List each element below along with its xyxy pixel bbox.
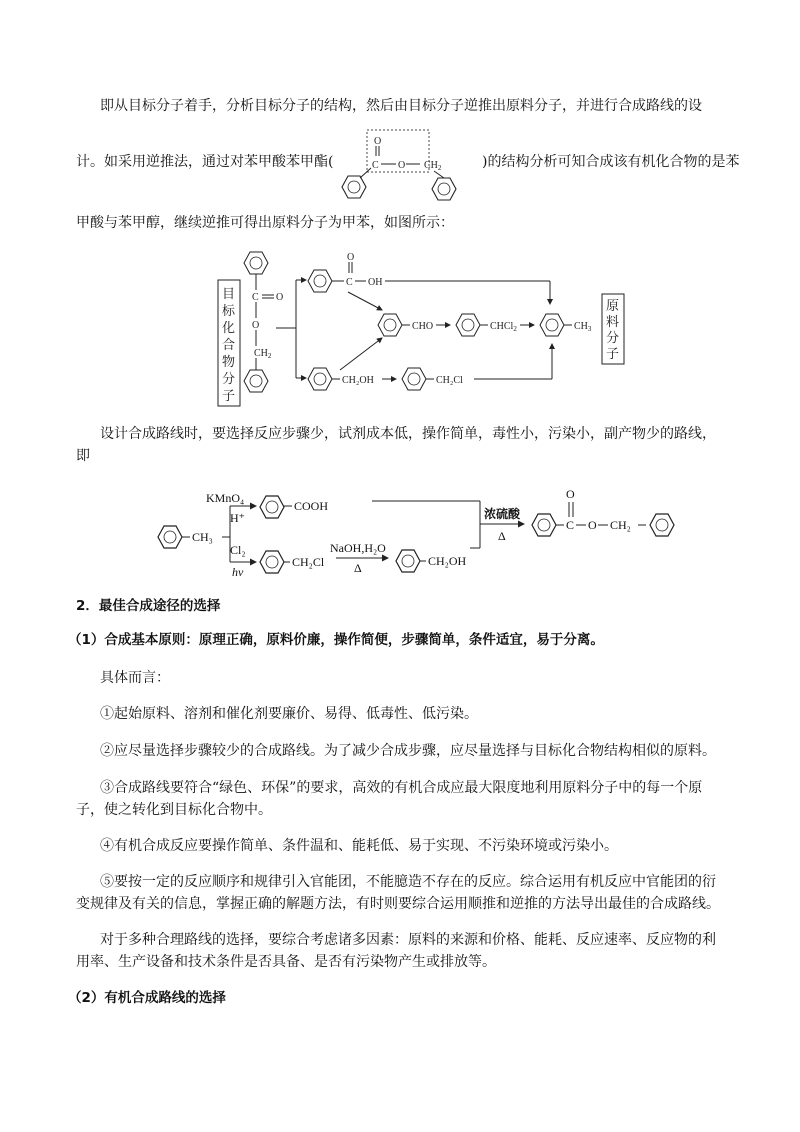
section-2-heading: 2．最佳合成途径的选择 (76, 598, 221, 614)
benzyl-alcohol-structure (308, 368, 374, 390)
svg-text:O: O (252, 320, 260, 331)
forward-synthesis-scheme (150, 484, 690, 584)
subsection-1-heading: （1）合成基本原则：原理正确，原料价廉，操作简便，步骤简单，条件适宜，易于分离。 (68, 632, 604, 648)
subsection-2-heading: （2）有机合成路线的选择 (68, 990, 226, 1006)
raw-material-label (606, 298, 619, 361)
svg-text:化: 化 (222, 320, 236, 335)
benzaldehyde-structure (378, 314, 433, 336)
principle-4: ④有机合成反应要操作简单、条件温和、能耗低、易于实现、不污染环境或污染小。 (100, 838, 618, 854)
svg-text:CH₃: CH₃ (192, 530, 213, 544)
principle-2: ②应尽量选择步骤较少的合成路线。为了减少合成步骤，应尽量选择与目标化合物结构相似的原料。 (100, 743, 716, 759)
svg-text:CHCl2: CHCl$_2$ (490, 321, 517, 333)
retrosynthesis-diagram (210, 240, 630, 410)
benzyl-alcohol-product (396, 550, 467, 572)
svg-text:O: O (276, 292, 284, 303)
delta-2: Δ (498, 529, 506, 543)
intro-line-2b: )的结构分析可知合成该有机化合物的是苯 (482, 154, 740, 170)
svg-text:C: C (252, 292, 259, 303)
principle-5a: ⑤要按一定的反应顺序和规律引入官能团，不能臆造不存在的反应。综合运用有机反应中官能团的衍 (100, 874, 716, 890)
svg-text:C: C (346, 277, 353, 288)
svg-text:CH3: $CH_3$ (574, 321, 592, 333)
svg-text:CH₂Cl: CH₂Cl (436, 375, 463, 386)
svg-text:标: 标 (222, 303, 236, 318)
svg-text:分: 分 (222, 371, 236, 386)
svg-text:O: O (588, 518, 597, 532)
svg-text:合: 合 (222, 337, 236, 352)
principle-3b: 子，使之转化到目标化合物中。 (76, 802, 272, 818)
svg-text:分: 分 (606, 330, 620, 345)
delta-1: Δ (354, 561, 362, 575)
principle-3a: ③合成路线要符合“绿色、环保”的要求，高效的有机合成应最大限度地利用原料分子中的每一个原 (100, 780, 703, 796)
svg-text:CHO: CHO (412, 321, 434, 332)
hv-condition: hv (232, 565, 244, 579)
intro-line-2a: 计。如采用逆推法，通过对苯甲酸苯甲酯( (76, 154, 334, 170)
toluene-structure (540, 314, 592, 336)
svg-text:料: 料 (606, 314, 620, 329)
inline-benzyl-benzoate-structure (334, 126, 484, 206)
benzoic-acid-structure (308, 252, 382, 292)
svg-text:子: 子 (606, 346, 620, 361)
svg-text:CH2: $CH_2$ (254, 348, 272, 360)
h-plus-reagent: H⁺ (230, 511, 245, 525)
benzene-ring-left (342, 176, 366, 198)
kmno4-reagent: KMnO₄ (206, 491, 245, 505)
principle-1: ①起始原料、溶剂和催化剂要廉价、易得、低毒性、低污染。 (100, 706, 478, 722)
svg-text:CH₂OH: CH₂OH (428, 554, 467, 568)
svg-text:物: 物 (222, 354, 236, 369)
benzyl-benzoate-product (532, 487, 674, 536)
benzoic-acid-product (260, 496, 328, 518)
carbonyl-o: O (374, 136, 382, 147)
benzyl-chloride-product (260, 551, 325, 573)
svg-text:原: 原 (606, 298, 620, 313)
svg-text:O: O (347, 252, 355, 263)
benzene-ring-right (432, 178, 456, 200)
benzal-chloride-structure (456, 314, 517, 336)
svg-text:C: C (566, 518, 575, 532)
conc-sulfuric-acid: 浓硫酸 (484, 507, 521, 521)
route-choice-a: 对于多种合理路线的选择，要综合考虑诸多因素：原料的来源和价格、能耗、反应速率、反应物的利 (100, 932, 716, 948)
naoh-reagent: NaOH,H₂O (330, 541, 386, 555)
target-molecule-structure (244, 252, 283, 392)
route-choice-b: 用率、生产设备和技术条件是否具备、是否有污染物产生或排放等。 (76, 954, 496, 970)
svg-text:O: O (566, 487, 575, 501)
specific-intro: 具体而言： (100, 670, 170, 686)
svg-text:子: 子 (222, 388, 236, 403)
ester-o: O (398, 160, 406, 171)
benzyl-chloride-structure (402, 368, 463, 390)
svg-text:目: 目 (222, 286, 236, 301)
intro-line-1: 即从目标分子着手，分析目标分子的结构，然后由目标分子逆推出原料分子，并进行合成路线的设 (100, 98, 702, 114)
svg-text:COOH: COOH (294, 499, 329, 513)
cl2-reagent: Cl₂ (230, 543, 246, 557)
ch2-group: $CH_2$ (424, 160, 442, 172)
svg-text:CH₂: CH₂ (610, 518, 631, 532)
design-line-1: 设计合成路线时，要选择反应步骤少，试剂成本低，操作简单，毒性小，污染小，副产物少的路线， (100, 426, 716, 442)
carbonyl-c: C (372, 160, 379, 171)
intro-line-3: 甲酸与苯甲醇，继续逆推可得出原料分子为甲苯，如图所示： (76, 215, 454, 231)
design-line-2: 即 (76, 448, 90, 464)
principle-5b: 变规律及有关的信息，掌握正确的解题方法，有时则要综合运用顺推和逆推的方法导出最佳的合成路线。 (76, 896, 720, 912)
target-molecule-label (222, 286, 236, 403)
toluene-start (158, 526, 213, 548)
svg-text:CH₂OH: CH₂OH (342, 375, 374, 386)
svg-text:CH₂Cl: CH₂Cl (292, 555, 325, 569)
svg-text:OH: OH (368, 277, 383, 288)
